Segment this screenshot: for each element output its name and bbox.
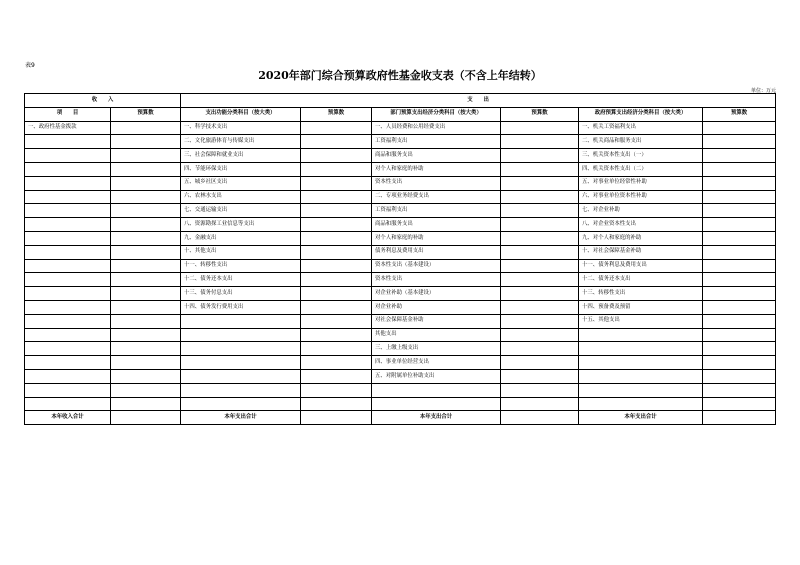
group-header-row bbox=[25, 94, 776, 108]
income-amount-cell bbox=[111, 149, 181, 163]
gov-econ-cell bbox=[579, 383, 703, 397]
func-class-header: 支出功能分类科目（按大类） bbox=[181, 107, 301, 121]
dept-amount-cell bbox=[501, 383, 579, 397]
income-item-cell bbox=[25, 314, 111, 328]
income-amount-cell bbox=[111, 135, 181, 149]
func-amount-cell bbox=[301, 176, 372, 190]
income-item-cell bbox=[25, 369, 111, 383]
dept-amount-cell bbox=[501, 287, 579, 301]
func-amount-cell bbox=[301, 259, 372, 273]
gov-econ-cell: 八、对企业资本性支出 bbox=[579, 218, 703, 232]
table-row bbox=[25, 218, 776, 232]
dept-amount-cell bbox=[501, 397, 579, 411]
gov-amount-cell bbox=[703, 176, 776, 190]
income-item-cell bbox=[25, 328, 111, 342]
gov-amount-cell bbox=[703, 245, 776, 259]
income-item-cell bbox=[25, 218, 111, 232]
func-amount-cell bbox=[301, 204, 372, 218]
dept-amount-cell bbox=[501, 342, 579, 356]
dept-econ-cell: 五、对附属单位补助支出 bbox=[372, 369, 501, 383]
gov-amount-cell bbox=[703, 314, 776, 328]
income-item-cell bbox=[25, 190, 111, 204]
income-total-label: 本年收入合计 bbox=[25, 411, 111, 425]
dept-amount-cell bbox=[501, 121, 579, 135]
total-row bbox=[25, 411, 776, 425]
table-row bbox=[25, 397, 776, 411]
table-row bbox=[25, 314, 776, 328]
gov-econ-cell: 一、机关工资福利支出 bbox=[579, 121, 703, 135]
income-item-cell bbox=[25, 383, 111, 397]
func-class-cell bbox=[181, 328, 301, 342]
table-row bbox=[25, 259, 776, 273]
income-amount-cell bbox=[111, 369, 181, 383]
gov-amount-cell bbox=[703, 342, 776, 356]
table-row bbox=[25, 121, 776, 135]
table-row bbox=[25, 176, 776, 190]
dept-amount-cell bbox=[501, 328, 579, 342]
dept-econ-cell: 一、人员经费和公用经费支出 bbox=[372, 121, 501, 135]
income-item-cell bbox=[25, 342, 111, 356]
gov-amount-cell bbox=[703, 121, 776, 135]
table-row bbox=[25, 328, 776, 342]
dept-total-label: 本年支出合计 bbox=[372, 411, 501, 425]
income-amount-header: 预算数 bbox=[111, 107, 181, 121]
dept-econ-cell: 债务利息及费用支出 bbox=[372, 245, 501, 259]
income-item-cell bbox=[25, 356, 111, 370]
income-amount-cell bbox=[111, 121, 181, 135]
gov-amount-cell bbox=[703, 135, 776, 149]
func-amount-cell bbox=[301, 162, 372, 176]
dept-amount-cell bbox=[501, 245, 579, 259]
gov-econ-cell: 十二、债务还本支出 bbox=[579, 273, 703, 287]
income-amount-cell bbox=[111, 287, 181, 301]
func-class-cell bbox=[181, 397, 301, 411]
func-amount-cell bbox=[301, 314, 372, 328]
income-amount-cell bbox=[111, 204, 181, 218]
income-item-cell bbox=[25, 231, 111, 245]
func-class-cell bbox=[181, 383, 301, 397]
func-total-value bbox=[301, 411, 372, 425]
func-amount-cell bbox=[301, 356, 372, 370]
dept-econ-cell bbox=[372, 383, 501, 397]
table-row bbox=[25, 273, 776, 287]
func-amount-cell bbox=[301, 245, 372, 259]
income-amount-cell bbox=[111, 273, 181, 287]
table-row bbox=[25, 300, 776, 314]
func-class-cell: 十二、债务还本支出 bbox=[181, 273, 301, 287]
dept-amount-cell bbox=[501, 190, 579, 204]
income-amount-cell bbox=[111, 162, 181, 176]
dept-amount-cell bbox=[501, 204, 579, 218]
func-amount-cell bbox=[301, 273, 372, 287]
gov-econ-cell: 七、对企业补助 bbox=[579, 204, 703, 218]
dept-econ-cell bbox=[372, 397, 501, 411]
income-amount-cell bbox=[111, 231, 181, 245]
dept-total-value bbox=[501, 411, 579, 425]
income-total-value bbox=[111, 411, 181, 425]
gov-amount-cell bbox=[703, 162, 776, 176]
table-row bbox=[25, 135, 776, 149]
gov-amount-cell bbox=[703, 397, 776, 411]
dept-amount-cell bbox=[501, 314, 579, 328]
dept-amount-cell bbox=[501, 300, 579, 314]
gov-econ-cell: 十三、转移性支出 bbox=[579, 287, 703, 301]
budget-table bbox=[24, 93, 776, 425]
income-amount-cell bbox=[111, 190, 181, 204]
gov-econ-cell: 三、机关资本性支出（一） bbox=[579, 149, 703, 163]
income-item-cell bbox=[25, 204, 111, 218]
func-amount-cell bbox=[301, 121, 372, 135]
func-amount-cell bbox=[301, 149, 372, 163]
gov-econ-cell bbox=[579, 342, 703, 356]
income-item-cell bbox=[25, 397, 111, 411]
gov-amount-cell bbox=[703, 204, 776, 218]
table-row bbox=[25, 190, 776, 204]
gov-econ-cell: 十、对社会保障基金补助 bbox=[579, 245, 703, 259]
income-amount-cell bbox=[111, 314, 181, 328]
gov-total-value bbox=[703, 411, 776, 425]
gov-amount-cell bbox=[703, 300, 776, 314]
dept-amount-cell bbox=[501, 231, 579, 245]
income-item-cell bbox=[25, 162, 111, 176]
gov-amount-header: 预算数 bbox=[703, 107, 776, 121]
gov-econ-cell: 十四、预备费及预留 bbox=[579, 300, 703, 314]
gov-econ-cell: 四、机关资本性支出（二） bbox=[579, 162, 703, 176]
income-item-cell bbox=[25, 176, 111, 190]
func-class-cell: 八、资源勘探工业信息等支出 bbox=[181, 218, 301, 232]
func-amount-cell bbox=[301, 287, 372, 301]
dept-econ-cell: 四、事业单位经营支出 bbox=[372, 356, 501, 370]
table-row bbox=[25, 342, 776, 356]
func-amount-cell bbox=[301, 342, 372, 356]
dept-econ-cell: 商品和服务支出 bbox=[372, 218, 501, 232]
gov-econ-cell: 六、对事业单位资本性补助 bbox=[579, 190, 703, 204]
func-class-cell: 一、科学技术支出 bbox=[181, 121, 301, 135]
income-amount-cell bbox=[111, 176, 181, 190]
income-amount-cell bbox=[111, 218, 181, 232]
dept-econ-cell: 资本性支出（基本建设） bbox=[372, 259, 501, 273]
dept-amount-cell bbox=[501, 135, 579, 149]
gov-amount-cell bbox=[703, 149, 776, 163]
func-amount-cell bbox=[301, 397, 372, 411]
func-amount-cell bbox=[301, 231, 372, 245]
unit-label: 单位：万元 bbox=[750, 88, 776, 94]
dept-amount-cell bbox=[501, 369, 579, 383]
gov-amount-cell bbox=[703, 273, 776, 287]
expense-group-header: 支 出 bbox=[181, 94, 776, 108]
income-amount-cell bbox=[111, 245, 181, 259]
func-class-cell: 九、金融支出 bbox=[181, 231, 301, 245]
func-class-cell: 七、交通运输支出 bbox=[181, 204, 301, 218]
dept-econ-cell: 资本性支出 bbox=[372, 176, 501, 190]
func-class-cell: 十四、债务发行费用支出 bbox=[181, 300, 301, 314]
income-amount-cell bbox=[111, 342, 181, 356]
func-class-cell: 四、节能环保支出 bbox=[181, 162, 301, 176]
func-amount-cell bbox=[301, 300, 372, 314]
table-row bbox=[25, 287, 776, 301]
gov-econ-cell bbox=[579, 369, 703, 383]
gov-econ-cell bbox=[579, 356, 703, 370]
func-amount-cell bbox=[301, 190, 372, 204]
table-row bbox=[25, 149, 776, 163]
dept-econ-cell: 工资福利支出 bbox=[372, 204, 501, 218]
income-item-cell bbox=[25, 287, 111, 301]
func-class-cell bbox=[181, 369, 301, 383]
gov-amount-cell bbox=[703, 287, 776, 301]
gov-econ-cell: 二、机关商品和服务支出 bbox=[579, 135, 703, 149]
table-row bbox=[25, 245, 776, 259]
gov-amount-cell bbox=[703, 190, 776, 204]
dept-amount-cell bbox=[501, 273, 579, 287]
func-class-cell: 十三、债务付息支出 bbox=[181, 287, 301, 301]
income-group-header: 收 入 bbox=[25, 94, 181, 108]
income-item-cell bbox=[25, 259, 111, 273]
func-class-cell bbox=[181, 314, 301, 328]
table-row bbox=[25, 204, 776, 218]
dept-econ-cell: 对个人和家庭的补助 bbox=[372, 162, 501, 176]
func-amount-cell bbox=[301, 369, 372, 383]
income-item-cell bbox=[25, 135, 111, 149]
income-item-cell bbox=[25, 245, 111, 259]
page-title: 2020年部门综合预算政府性基金收支表（不含上年结转） bbox=[258, 69, 542, 82]
income-amount-cell bbox=[111, 356, 181, 370]
item-header: 项 目 bbox=[25, 107, 111, 121]
func-amount-header: 预算数 bbox=[301, 107, 372, 121]
gov-econ-cell: 十一、债务利息及费用支出 bbox=[579, 259, 703, 273]
gov-amount-cell bbox=[703, 328, 776, 342]
dept-econ-cell: 对个人和家庭的补助 bbox=[372, 231, 501, 245]
gov-econ-cell bbox=[579, 328, 703, 342]
gov-amount-cell bbox=[703, 231, 776, 245]
column-header-row bbox=[25, 107, 776, 121]
dept-econ-cell: 资本性支出 bbox=[372, 273, 501, 287]
dept-econ-cell: 工资福利支出 bbox=[372, 135, 501, 149]
gov-amount-cell bbox=[703, 369, 776, 383]
func-class-cell bbox=[181, 356, 301, 370]
income-amount-cell bbox=[111, 397, 181, 411]
table-row bbox=[25, 231, 776, 245]
func-amount-cell bbox=[301, 328, 372, 342]
func-class-cell: 十一、转移性支出 bbox=[181, 259, 301, 273]
func-class-cell: 五、城乡社区支出 bbox=[181, 176, 301, 190]
gov-total-label: 本年支出合计 bbox=[579, 411, 703, 425]
dept-econ-cell: 对社会保障基金补助 bbox=[372, 314, 501, 328]
dept-amount-cell bbox=[501, 149, 579, 163]
gov-econ-cell: 五、对事业单位经常性补助 bbox=[579, 176, 703, 190]
func-total-label: 本年支出合计 bbox=[181, 411, 301, 425]
dept-amount-cell bbox=[501, 162, 579, 176]
dept-amount-header: 预算数 bbox=[501, 107, 579, 121]
dept-econ-cell: 对企业补助 bbox=[372, 300, 501, 314]
dept-amount-cell bbox=[501, 259, 579, 273]
table-row bbox=[25, 356, 776, 370]
table-row bbox=[25, 383, 776, 397]
func-class-cell bbox=[181, 342, 301, 356]
func-class-cell: 六、农林水支出 bbox=[181, 190, 301, 204]
income-amount-cell bbox=[111, 300, 181, 314]
table-row bbox=[25, 162, 776, 176]
dept-econ-cell: 二、专项业务经费支出 bbox=[372, 190, 501, 204]
table-row bbox=[25, 369, 776, 383]
dept-econ-cell: 三、上缴上级支出 bbox=[372, 342, 501, 356]
dept-amount-cell bbox=[501, 218, 579, 232]
table-number: 表9 bbox=[25, 62, 35, 69]
income-item-cell bbox=[25, 149, 111, 163]
dept-econ-header: 部门预算支出经济分类科目（按大类） bbox=[372, 107, 501, 121]
func-amount-cell bbox=[301, 383, 372, 397]
income-amount-cell bbox=[111, 259, 181, 273]
func-class-cell: 二、文化旅游体育与传媒支出 bbox=[181, 135, 301, 149]
dept-econ-cell: 其他支出 bbox=[372, 328, 501, 342]
func-amount-cell bbox=[301, 135, 372, 149]
gov-amount-cell bbox=[703, 218, 776, 232]
income-amount-cell bbox=[111, 328, 181, 342]
dept-amount-cell bbox=[501, 356, 579, 370]
dept-amount-cell bbox=[501, 176, 579, 190]
income-item-cell: 一、政府性基金拨款 bbox=[25, 121, 111, 135]
income-amount-cell bbox=[111, 383, 181, 397]
func-class-cell: 三、社会保障和就业支出 bbox=[181, 149, 301, 163]
func-amount-cell bbox=[301, 218, 372, 232]
income-item-cell bbox=[25, 273, 111, 287]
dept-econ-cell: 对企业补助（基本建设） bbox=[372, 287, 501, 301]
gov-econ-cell: 九、对个人和家庭的补助 bbox=[579, 231, 703, 245]
gov-econ-header: 政府预算支出经济分类科目（按大类） bbox=[579, 107, 703, 121]
gov-econ-cell bbox=[579, 397, 703, 411]
gov-econ-cell: 十五、其他支出 bbox=[579, 314, 703, 328]
income-item-cell bbox=[25, 300, 111, 314]
gov-amount-cell bbox=[703, 259, 776, 273]
gov-amount-cell bbox=[703, 356, 776, 370]
dept-econ-cell: 商品和服务支出 bbox=[372, 149, 501, 163]
func-class-cell: 十、其他支出 bbox=[181, 245, 301, 259]
gov-amount-cell bbox=[703, 383, 776, 397]
